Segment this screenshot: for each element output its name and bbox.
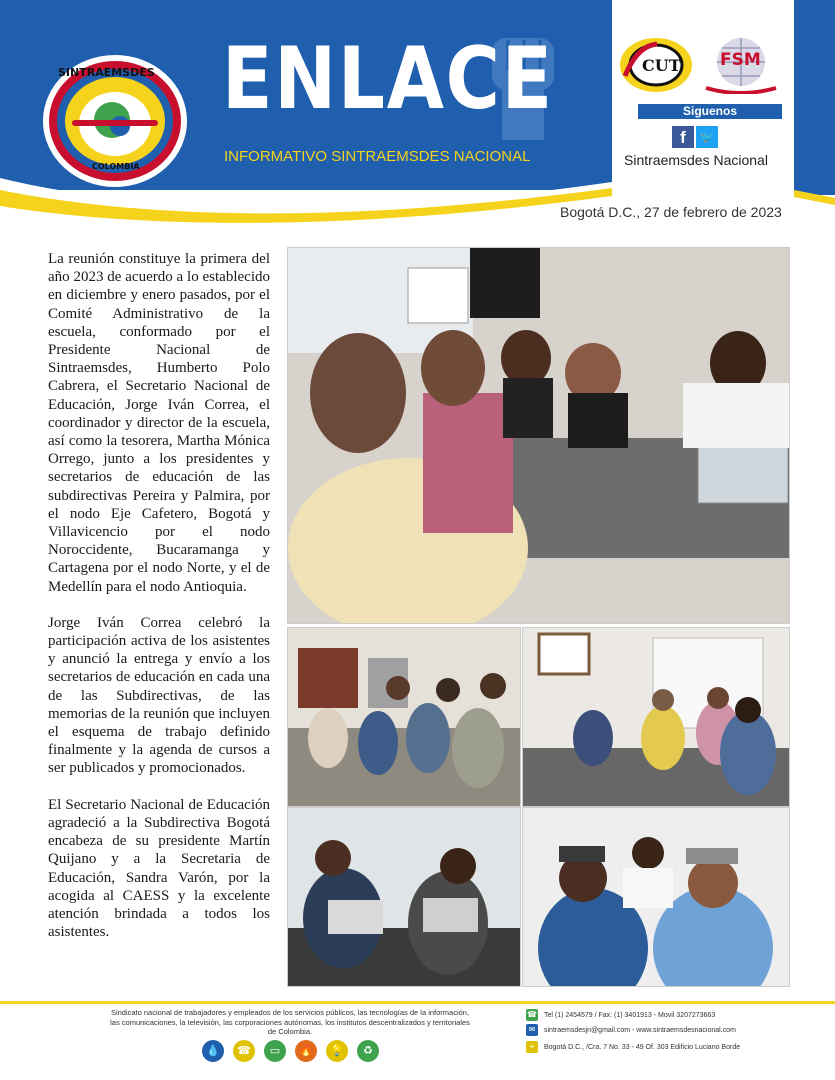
lightbulb-icon: 💡 — [326, 1040, 348, 1062]
meeting-photo-left — [287, 627, 521, 807]
flame-icon: 🔥 — [295, 1040, 317, 1062]
fsm-logo-text: FSM — [720, 50, 761, 70]
article-body — [48, 250, 270, 959]
cut-logo-text: CUT — [642, 56, 681, 75]
issue-date: Bogotá D.C., 27 de febrero de 2023 — [560, 204, 782, 220]
header-social-panel — [612, 0, 794, 200]
facebook-icon[interactable]: f — [672, 126, 694, 148]
location-icon: ⌖ — [526, 1041, 538, 1053]
logo-bottom-text: COLOMBIA — [92, 162, 140, 171]
recycle-icon: ♻ — [357, 1040, 379, 1062]
meeting-photo-main — [287, 247, 790, 624]
email-icon: ✉ — [526, 1024, 538, 1036]
sector-icons — [202, 1040, 392, 1064]
paragraph-2: Jorge Iván Correa celebró la participación activa de los asistentes y anunció la entrega y envío a los secretarios de educación en cada una de las Subdirectivas, de las memorias de la reunión que incluyen el esquema de trabajo definido finalmente y la agenda de cursos a ser publicados y promocionados. — [48, 614, 271, 777]
phone-icon: ☎ — [233, 1040, 255, 1062]
follow-us-label: Siguenos — [638, 104, 782, 119]
phone-contact-icon: ☎ — [527, 1010, 537, 1019]
logo-top-text: SINTRAEMSDES — [58, 66, 155, 79]
footer-description: Sindicato nacional de trabajadores y empleados de los servicios públicos, las tecnologías de la información, las comunicaciones, la televisión, las corporaciones autónomas, los institutos descentralizados y territoriales de Colombia. — [110, 1008, 470, 1036]
paragraph-3: El Secretario Nacional de Educación agradeció a la Subdirectiva Bogotá encabeza de su presidente Martín Quijano y a la Secretaria de Educación, Sandra Varón, por la acogida al CAESS y la excelente atención brindada a todos los asistentes. — [48, 796, 270, 941]
social-handle[interactable]: Sintraemsdes Nacional — [624, 152, 768, 168]
contact-email-text[interactable]: sintraemsdesjn@gmail.com - www.sintraemsdesnacional.com — [544, 1026, 736, 1034]
contact-email — [526, 1024, 736, 1036]
page-subtitle: INFORMATIVO SINTRAEMSDES NACIONAL — [224, 148, 531, 165]
twitter-icon[interactable]: 🐦 — [696, 126, 718, 148]
paragraph-1: La reunión constituye la primera del año 2023 de acuerdo a lo establecido en diciembre y enero pasados, por el Comité Administrativo de la escuela, conformado por el Presidente Nacional de Sintraemsdes, Humberto Polo Cabrera, el Secretario Nacional de Educación, Jorge Iván Correa, el coordinador y director de la escuela, así como la tesorera, Martha Mónica Orrego, junto a los presidentes y secretarios de educación de las subdirectivas Pereira y Palmira, por el nodo Eje Cafetero, Bogotá y Villavicencio por el nodo Noroccidente, Bucaramanga y Cartagena por el nodo Norte, y el de Medellín para el nodo Antioquia. — [48, 251, 270, 595]
meeting-photo-bottom-right — [522, 807, 790, 987]
footer-divider — [0, 1001, 835, 1004]
meeting-photo-bottom-left — [287, 807, 521, 987]
contact-address-text: Bogotá D.C., /Cra. 7 No. 33 - 49 Of. 303 Edificio Luciano Borde — [544, 1043, 741, 1051]
meeting-photo-right — [522, 627, 790, 807]
contact-phone-text: Tel (1) 2454579 / Fax: (1) 3401913 - Movil 3207273663 — [544, 1011, 716, 1019]
contact-address — [526, 1041, 740, 1053]
page-title: ENLACE — [222, 29, 554, 129]
water-drop-icon: 💧 — [202, 1040, 224, 1062]
tv-icon: ▭ — [264, 1040, 286, 1062]
contact-phone — [526, 1009, 715, 1021]
header — [0, 0, 835, 225]
